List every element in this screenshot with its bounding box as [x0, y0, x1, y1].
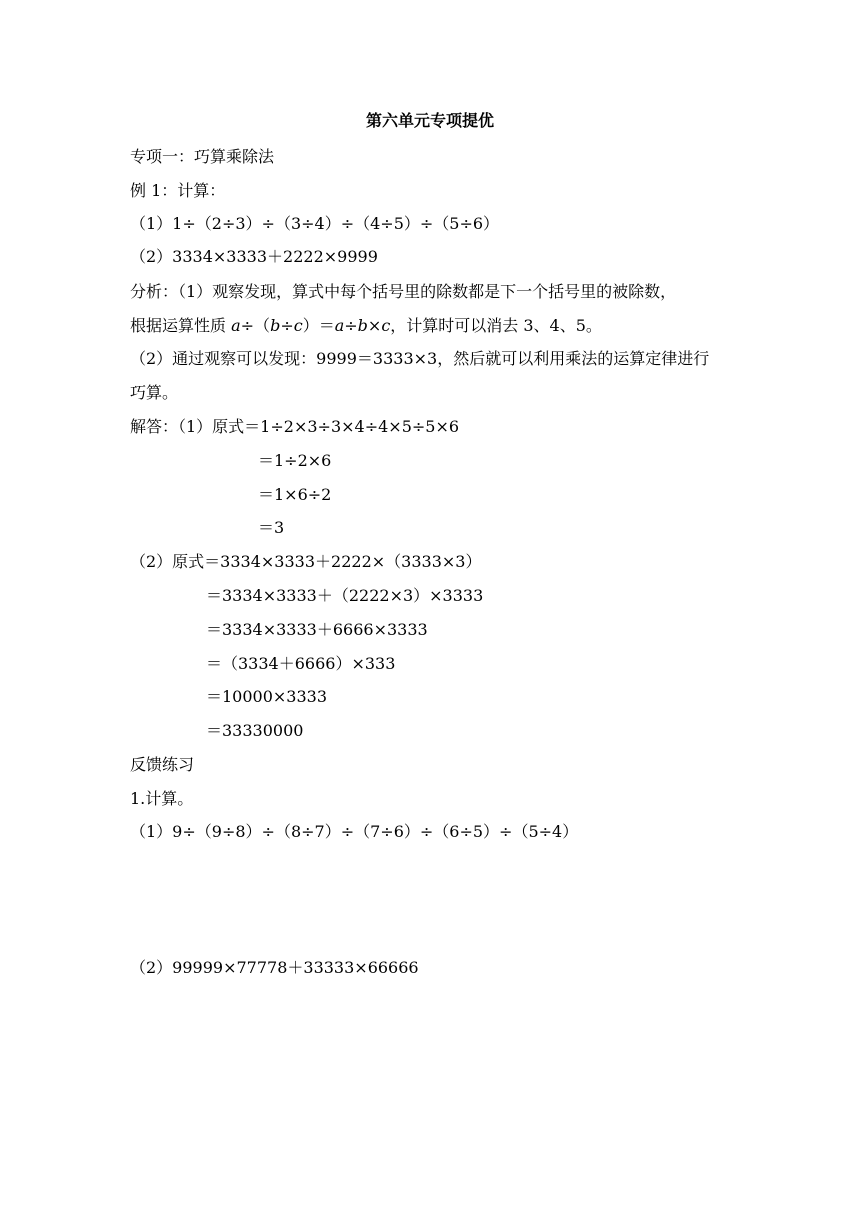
page-title: 第六单元专项提优	[365, 111, 494, 130]
solution-1-line-2: ＝1÷2×6	[258, 451, 332, 470]
analysis-line-4: 巧算。	[130, 383, 179, 402]
solution-2-line-4: ＝（3334＋6666）×333	[206, 654, 396, 673]
example-heading: 例 1：计算：	[130, 181, 226, 200]
formula-var-b: b	[357, 316, 368, 335]
solution-1-line-4: ＝3	[258, 518, 285, 537]
solution-2-line-1: （2）原式＝3334×3333＋2222×（3333×3）	[130, 552, 482, 571]
solution-2-line-5: ＝10000×3333	[206, 687, 328, 706]
formula-var-a: a	[334, 316, 345, 335]
solution-1-line-1: 解答：（1）原式＝1÷2×3÷3×4÷4×5÷5×6	[130, 417, 460, 436]
solution-2-line-2: ＝3334×3333＋（2222×3）×3333	[206, 586, 484, 605]
analysis-line-1: 分析：（1）观察发现，算式中每个括号里的除数都是下一个括号里的被除数，	[130, 282, 677, 301]
solution-1-line-3: ＝1×6÷2	[258, 485, 332, 504]
practice-heading: 反馈练习	[130, 755, 195, 774]
analysis-line-3: （2）通过观察可以发现：9999＝3333×3，然后就可以利用乘法的运算定律进行	[130, 349, 710, 368]
formula-var-b: b	[270, 316, 281, 335]
solution-2-line-6: ＝33330000	[206, 721, 304, 740]
practice-question-1: （1）9÷（9÷8）÷（8÷7）÷（7÷6）÷（6÷5）÷（5÷4）	[130, 822, 579, 841]
section-heading: 专项一：巧算乘除法	[130, 147, 275, 166]
example-question-2: （2）3334×3333＋2222×9999	[130, 247, 378, 266]
example-question-1: （1）1÷（2÷3）÷（3÷4）÷（4÷5）÷（5÷6）	[130, 214, 500, 233]
solution-2-line-3: ＝3334×3333＋6666×3333	[206, 620, 428, 639]
formula-op: ÷	[344, 316, 358, 335]
formula-var-c: c	[381, 316, 391, 335]
practice-question-2: （2）99999×77778＋33333×66666	[130, 958, 419, 977]
analysis-line-2	[130, 315, 602, 337]
formula-op: ÷	[280, 316, 294, 335]
formula-var-a: a	[231, 316, 241, 335]
formula-op: ÷（	[240, 316, 271, 335]
formula-op: ×	[367, 316, 382, 335]
analysis-prefix: 根据运算性质	[130, 316, 232, 335]
formula-op: ）＝	[302, 316, 335, 335]
analysis-suffix: ，计算时可以消去 3、4、5。	[390, 316, 602, 335]
practice-item-1: 1.计算。	[130, 789, 194, 808]
formula-var-c: c	[293, 316, 303, 335]
